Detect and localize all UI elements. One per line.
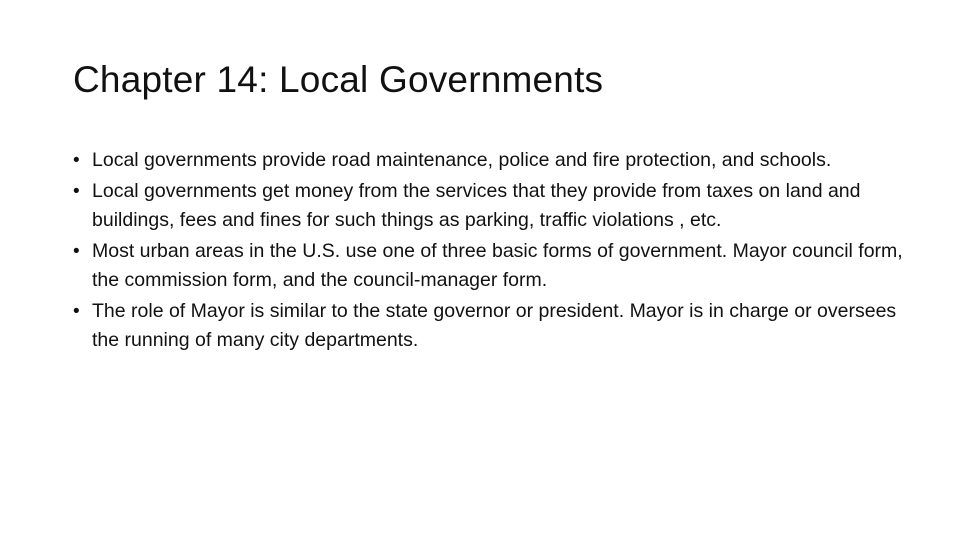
bullet-item-government-forms (73, 237, 903, 295)
bullet-text: Most urban areas in the U.S. use one of three basic forms of government. Mayor council form, the commission form, and the council-manager form. (92, 240, 903, 291)
bullet-text: Local governments get money from the services that they provide from taxes on land and buildings, fees and fines for such things as parking, traffic violations , etc. (92, 180, 861, 231)
bullet-marker: • (73, 241, 80, 262)
bullet-list (73, 146, 903, 357)
bullet-marker: • (73, 181, 80, 202)
bullet-text: The role of Mayor is similar to the state governor or president. Mayor is in charge or oversees the running of many city departments. (92, 300, 897, 351)
bullet-item-funding (73, 177, 903, 235)
bullet-item-mayor-role (73, 297, 903, 355)
bullet-item-road-services (73, 146, 903, 175)
bullet-marker: • (73, 301, 80, 322)
bullet-marker: • (73, 150, 80, 171)
bullet-text: Local governments provide road maintenance, police and fire protection, and schools. (92, 149, 832, 171)
slide-title: Chapter 14: Local Governments (73, 59, 604, 100)
